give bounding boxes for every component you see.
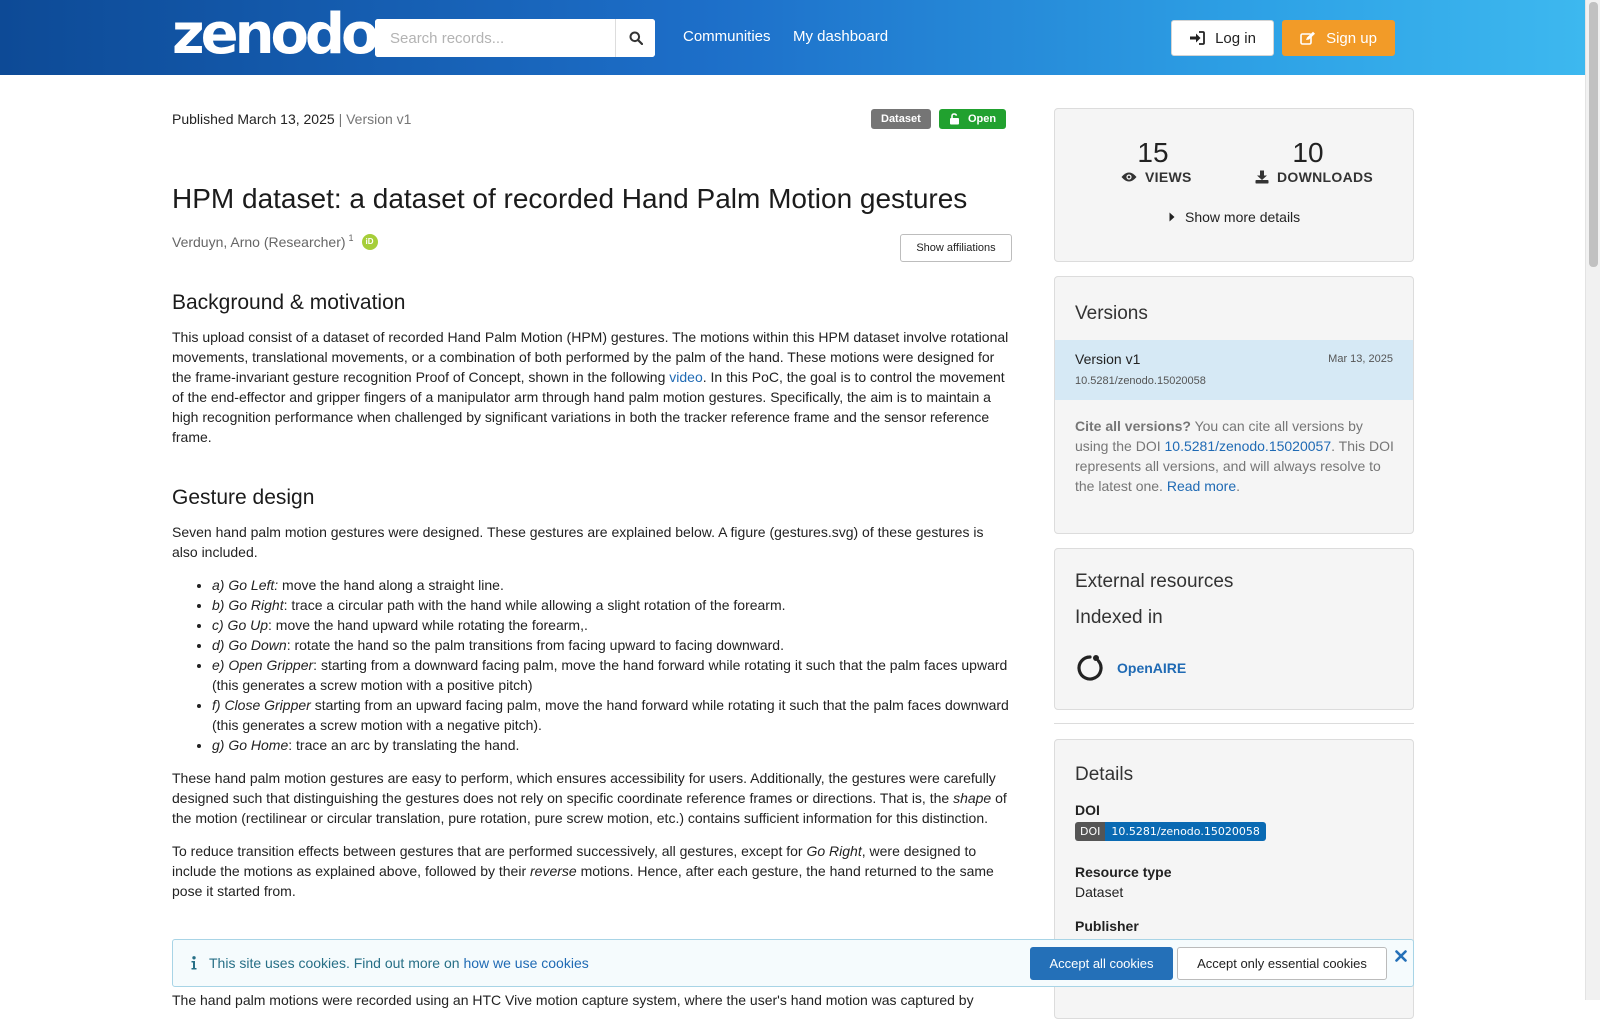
access-label: Open — [968, 113, 997, 125]
openaire-label: OpenAIRE — [1117, 660, 1187, 676]
external-resources-card — [1054, 548, 1414, 710]
published-date: Published March 13, 2025 — [172, 111, 335, 127]
record-description — [172, 291, 1012, 914]
concept-doi-link[interactable]: 10.5281/zenodo.15020057 — [1164, 438, 1332, 454]
cookie-message: This site uses cookies. Find out more on how we use cookies — [191, 955, 589, 971]
paragraph-accessibility: These hand palm motion gestures are easy to perform, which ensures accessibility for users. Additionally, the gestures were carefully designed such that distinguishing the gestures does not rely on specific coordinate reference frames or directions. That is, the shape of the motion (rectilinear or circular translation, pure rotation, pure screw motion, etc.) contains sufficient information for this distinction. — [172, 770, 1007, 826]
show-affiliations-button[interactable]: Show affiliations — [900, 234, 1012, 262]
caret-right-icon — [1169, 212, 1175, 222]
views-count: 15 — [1137, 137, 1169, 168]
read-more-link[interactable]: Read more — [1166, 478, 1237, 494]
downloads-label: DOWNLOADS — [1277, 169, 1374, 185]
version-doi: 10.5281/zenodo.15020058 — [1075, 375, 1206, 387]
paragraph-transition: To reduce transition effects between gestures that are performed successively, all gestures, except for Go Right, were designed to include the motions as explained above, followed by their reverse motions. Hence, after each gesture, the hand returned to the same pose it started from. — [172, 843, 994, 899]
list-item: • a) Go Left: move the hand along a straight line. — [212, 575, 1012, 595]
indexed-in-heading: Indexed in — [1075, 607, 1163, 628]
sidebar-divider — [1054, 723, 1414, 724]
resource-type-label: Resource type — [1075, 864, 1172, 880]
list-item: • e) Open Gripper: starting from a downward facing palm, move the hand forward while rotating it such that the palm faces upward (this generates a screw motion with a positive pitch) — [212, 655, 1012, 695]
publisher-label: Publisher — [1075, 918, 1139, 934]
video-link[interactable]: video — [669, 369, 703, 385]
external-resources-heading: External resources — [1075, 571, 1234, 592]
resource-type-badge: Dataset — [871, 109, 931, 129]
doi-badge-value: 10.5281/zenodo.15020058 — [1105, 822, 1265, 841]
views-label-row — [1121, 169, 1192, 185]
login-button[interactable] — [1171, 20, 1274, 56]
search-bar — [375, 19, 655, 57]
cookie-banner — [172, 939, 1414, 987]
publication-info — [172, 111, 411, 127]
record-title: HPM dataset: a dataset of recorded Hand Palm Motion gestures — [172, 183, 968, 214]
doi-badge-key: DOI — [1075, 822, 1105, 841]
list-item: • d) Go Down: rotate the hand so the palm transitions from facing upward to facing downward. — [212, 635, 1012, 655]
login-label: Log in — [1215, 29, 1256, 47]
search-icon — [629, 31, 643, 45]
orcid-icon[interactable]: iD — [362, 234, 378, 250]
version-row-current[interactable] — [1055, 340, 1413, 400]
signup-button[interactable] — [1282, 20, 1395, 56]
accept-all-cookies-button[interactable]: Accept all cookies — [1030, 947, 1173, 980]
search-button[interactable] — [615, 19, 655, 57]
page-scrollbar[interactable] — [1585, 0, 1600, 1000]
resource-type-value: Dataset — [1075, 884, 1124, 900]
list-item: • b) Go Right: trace a circular path with the hand while allowing a slight rotation of the forearm. — [212, 595, 1012, 615]
version-date: Mar 13, 2025 — [1328, 353, 1393, 365]
affiliation-number: 1 — [348, 233, 354, 243]
cite-all-versions: Cite all versions? You can cite all versions by using the DOI 10.5281/zenodo.15020057. This DOI represents all versions, and will always resolve to the latest one. Read more. — [1075, 418, 1394, 494]
scrollbar-thumb[interactable] — [1589, 2, 1598, 267]
nav-communities[interactable]: Communities — [683, 28, 771, 45]
cookie-policy-link[interactable]: how we use cookies — [463, 955, 589, 971]
unlock-icon — [949, 113, 960, 125]
paragraph-background: This upload consist of a dataset of recorded Hand Palm Motion (HPM) gestures. The motions within this HPM dataset involve rotational movements, translational movements, or a combination of both performed by the palm of the hand. These motions were designed for the frame-invariant gesture recognition Proof of Concept, shown in the following video. In this PoC, the goal is to control the movement of the end-effector and gripper fingers of a manipulator arm through hand palm motion gestures. Specifically, the aim is to maintain a high recognition performance when challenged by significant variations in both the tracker reference frame and the sensor reference frame. — [172, 329, 1009, 445]
edit-icon — [1300, 31, 1316, 46]
show-more-details-toggle[interactable] — [1169, 209, 1300, 225]
versions-heading: Versions — [1075, 303, 1148, 324]
signup-label: Sign up — [1326, 29, 1377, 47]
stats-card — [1054, 108, 1414, 262]
access-badge — [939, 109, 1006, 129]
doi-badge[interactable] — [1075, 822, 1266, 841]
close-icon[interactable] — [1395, 950, 1407, 962]
openaire-link[interactable] — [1075, 653, 1186, 683]
show-more-label: Show more details — [1185, 209, 1301, 225]
version-name: Version v1 — [1075, 351, 1141, 367]
list-item: • g) Go Home: trace an arc by translating the hand. — [212, 735, 1012, 755]
versions-card — [1054, 276, 1414, 534]
version-label: | Version v1 — [338, 111, 412, 127]
list-item: • c) Go Up: move the hand upward while rotating the forearm,. — [212, 615, 1012, 635]
downloads-label-row — [1255, 169, 1373, 185]
details-heading: Details — [1075, 764, 1134, 785]
nav-my-dashboard[interactable]: My dashboard — [793, 28, 889, 45]
openaire-icon — [1075, 653, 1105, 683]
downloads-count: 10 — [1292, 137, 1324, 168]
paragraph-recording-partial: The hand palm motions were recorded using an HTC Vive motion capture system, where the user's hand motion was captured by — [172, 992, 974, 1008]
creator — [172, 234, 378, 250]
eye-icon — [1121, 171, 1137, 183]
sign-in-icon — [1189, 31, 1205, 45]
views-label: VIEWS — [1145, 169, 1192, 185]
heading-gesture-design: Gesture design — [172, 486, 315, 509]
info-icon — [191, 956, 197, 970]
author-link[interactable]: Verduyn, Arno (Researcher) — [172, 234, 346, 250]
list-item: • f) Close Gripper starting from an upward facing palm, move the hand forward while rotating it such that the palm faces downward (this generates a screw motion with a negative pitch). — [212, 695, 1012, 735]
download-icon — [1255, 170, 1269, 184]
accept-essential-cookies-button[interactable]: Accept only essential cookies — [1177, 947, 1387, 980]
doi-label: DOI — [1075, 802, 1100, 818]
gesture-list — [172, 575, 1012, 755]
search-input[interactable] — [375, 19, 615, 57]
zenodo-logo[interactable]: zenodo — [172, 2, 376, 67]
top-navbar — [0, 0, 1585, 75]
heading-background: Background & motivation — [172, 291, 406, 314]
paragraph-gesture-intro: Seven hand palm motion gestures were designed. These gestures are explained below. A figure (gestures.svg) of these gestures is also included. — [172, 524, 984, 560]
